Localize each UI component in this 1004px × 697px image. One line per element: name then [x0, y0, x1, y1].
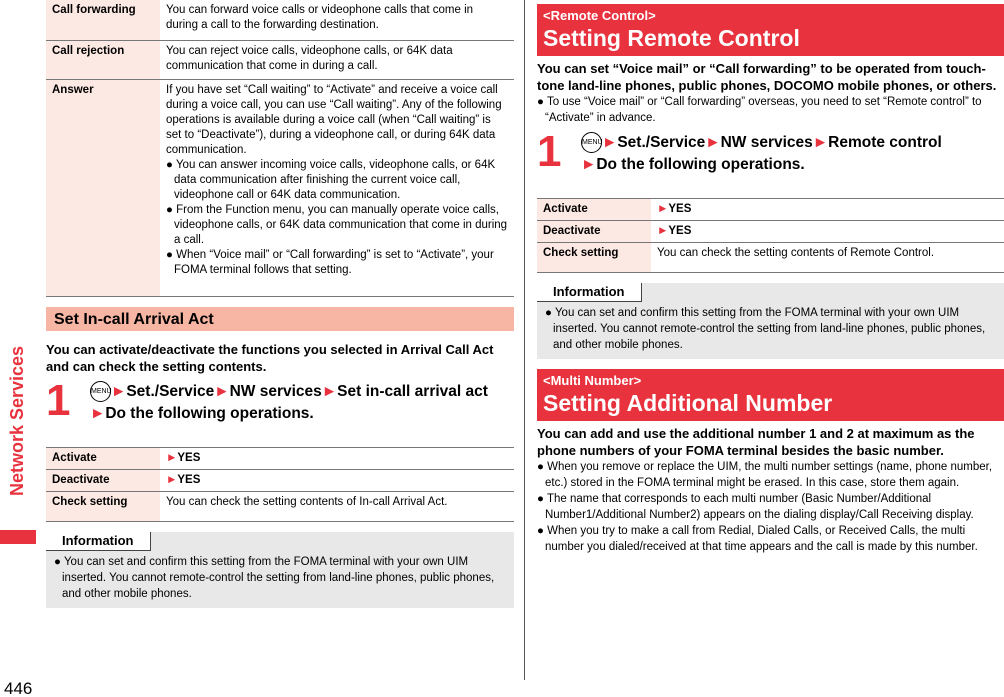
op-value: You can check the setting contents of Remote Control.	[651, 243, 1004, 273]
side-tab-marker	[0, 530, 36, 544]
op-key: Activate	[46, 447, 160, 469]
table-value	[160, 79, 514, 296]
arrow-icon: ►	[166, 473, 178, 486]
list-item: ● When “Voice mail” or “Call forwarding” is set to “Activate”, your FOMA terminal follows that setting.	[166, 248, 494, 276]
multi-header-small: <Multi Number>	[543, 373, 642, 388]
step-path: Remote control	[828, 134, 942, 151]
step-path: Do the following operations.	[596, 156, 805, 173]
arrow-icon: ►	[812, 134, 829, 151]
op-key: Deactivate	[46, 469, 160, 491]
bullet-text: You can answer incoming voice calls, videophone calls, or 64K data communication after finishing the current voice call, videophone call or 64K data communication.	[174, 158, 496, 201]
list-item: ● From the Function menu, you can manually operate voice calls, videophone calls, or 64K data communication that come in during a call.	[166, 203, 508, 246]
step-number: 1	[46, 375, 71, 425]
op-value	[160, 447, 514, 469]
arrow-icon: ►	[166, 451, 178, 464]
op-key: Check setting	[46, 491, 160, 521]
info-box	[46, 532, 514, 608]
op-value	[160, 469, 514, 491]
table-key: Call forwarding	[46, 0, 160, 40]
step-number: 1	[537, 127, 562, 176]
arrow-icon: ►	[602, 134, 618, 151]
op-value-text: YES	[668, 203, 692, 215]
step-path: Set./Service	[617, 134, 706, 151]
multi-header	[537, 369, 1004, 421]
menu-key-icon: MENU	[90, 381, 111, 402]
list-item: ● The name that corresponds to each multi number (Basic Number/Additional Number1/Additional Number2) appears on the dialing display/Call Receiving display.	[537, 493, 974, 521]
arrow-icon: ►	[657, 203, 669, 215]
list-item: ● You can set and confirm this setting from the FOMA terminal with your own UIM inserted. You cannot remote-control the setting from land-line phones, public phones, and other mobile phones.	[54, 555, 495, 600]
multi-header-title: Setting Additional Number	[543, 390, 833, 416]
op-value	[651, 199, 1004, 221]
info-title: Information	[46, 532, 151, 551]
list-item: ● When you remove or replace the UIM, the multi number settings (name, phone number, etc.) stored in the FOMA terminal might be erased. In this case, store them again.	[537, 461, 993, 489]
table-key: Answer	[46, 79, 160, 296]
arrival-act-table	[46, 0, 514, 297]
arrow-icon: ►	[90, 404, 106, 422]
info-title: Information	[537, 283, 642, 302]
table-key: Call rejection	[46, 40, 160, 79]
op-value: You can check the setting contents of In-call Arrival Act.	[160, 491, 514, 521]
step-path: Set in-call arrival act	[337, 382, 488, 400]
list-item: ● When you try to make a call from Redial, Dialed Calls, or Received Calls, the multi number you dialed/received at that time appears and the call is made by this number.	[537, 525, 978, 553]
step-path: NW services	[229, 382, 322, 400]
op-value-text: YES	[177, 473, 201, 486]
right-column	[537, 4, 1004, 555]
page-number: 446	[4, 679, 33, 697]
step-path: Set./Service	[126, 382, 215, 400]
list-item: ● To use “Voice mail” or “Call forwarding” overseas, you need to set “Remote control” to “Activate” in advance.	[537, 96, 982, 124]
side-tab-label: Network Services	[7, 345, 27, 497]
op-value-text: YES	[177, 451, 201, 464]
remote-header	[537, 4, 1004, 56]
op-key: Check setting	[537, 243, 651, 273]
note-text: When you try to make a call from Redial, Dialed Calls, or Received Calls, the multi number you dialed/received at that time appears and the call is made by this number.	[545, 525, 978, 553]
note-text: The name that corresponds to each multi number (Basic Number/Additional Number1/Additional Number2) appears on the dialing display/Call Receiving display.	[545, 493, 974, 521]
note-text: To use “Voice mail” or “Call forwarding” overseas, you need to set “Remote control” to “Activate” in advance.	[545, 96, 982, 124]
section-title: Set In-call Arrival Act	[46, 307, 514, 331]
remote-header-title: Setting Remote Control	[543, 25, 800, 51]
table-value: You can forward voice calls or videophone calls that come in during a call to the forwarding destination.	[160, 0, 514, 40]
op-key: Activate	[537, 199, 651, 221]
op-key: Deactivate	[537, 221, 651, 243]
remote-lead: You can set “Voice mail” or “Call forwarding” to be operated from touch-tone land-line phones, public phones, DOCOMO mobile phones, or others.	[537, 61, 997, 93]
bullet-text: From the Function menu, you can manually operate voice calls, videophone calls, or 64K data communication that come in during a call.	[174, 203, 508, 246]
remote-operations-table	[537, 198, 1004, 273]
list-item: ● You can answer incoming voice calls, videophone calls, or 64K data communication after finishing the current voice call, videophone call or 64K data communication.	[166, 158, 496, 201]
info-text: You can set and confirm this setting from the FOMA terminal with your own UIM inserted. You cannot remote-control the setting from land-line phones, public phones, and other mobile phones.	[553, 307, 986, 351]
step-1	[537, 127, 1004, 184]
column-divider	[524, 0, 525, 680]
remote-header-small: <Remote Control>	[543, 8, 656, 23]
arrow-icon: ►	[321, 382, 338, 400]
arrow-icon: ►	[657, 225, 669, 237]
arrow-icon: ►	[581, 156, 597, 173]
arrow-icon: ►	[705, 134, 721, 151]
note-text: When you remove or replace the UIM, the multi number settings (name, phone number, etc.) stored in the FOMA terminal might be erased. In this case, store them again.	[545, 461, 993, 489]
info-box	[537, 283, 1004, 359]
step-path: Do the following operations.	[105, 404, 314, 422]
menu-key-icon: MENU	[581, 132, 602, 153]
bullet-text: When “Voice mail” or “Call forwarding” is set to “Activate”, your FOMA terminal follows that setting.	[174, 248, 494, 276]
table-value: You can reject voice calls, videophone calls, or 64K data communication that come in during a call.	[160, 40, 514, 79]
list-item: ● You can set and confirm this setting from the FOMA terminal with your own UIM inserted. You cannot remote-control the setting from land-line phones, public phones, and other mobile phones.	[545, 307, 986, 351]
side-tab	[0, 312, 38, 544]
answer-text: If you have set “Call waiting” to “Activate” and receive a voice call during a voice call, you can use “Call waiting”. Any of the following operations is available during a voice call (when “Call waiting” is set to “Deactivate”), during a videophone call, or during 64K data communication.	[166, 83, 502, 156]
arrow-icon: ►	[214, 382, 230, 400]
multi-lead: You can add and use the additional number 1 and 2 at maximum as the phone numbers of your FOMA terminal besides the basic number.	[537, 426, 975, 458]
info-text: You can set and confirm this setting from the FOMA terminal with your own UIM inserted. You cannot remote-control the setting from land-line phones, public phones, and other mobile phones.	[62, 555, 495, 600]
op-value	[651, 221, 1004, 243]
step-1	[46, 375, 514, 435]
section-lead: You can activate/deactivate the functions you selected in Arrival Call Act and can check the setting contents.	[46, 341, 494, 374]
op-value-text: YES	[668, 225, 692, 237]
arrow-icon: ►	[111, 382, 127, 400]
step-path: NW services	[720, 134, 813, 151]
operations-table	[46, 447, 514, 522]
left-column	[46, 0, 514, 608]
